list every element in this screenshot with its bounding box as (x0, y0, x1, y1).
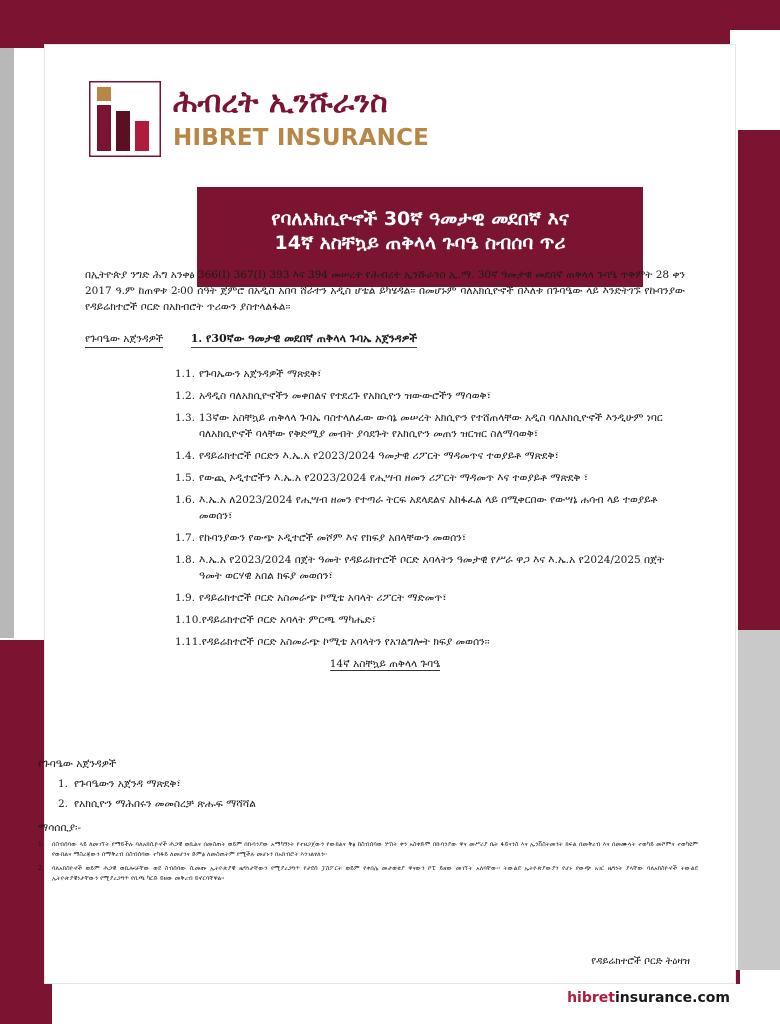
agenda-item-num: 1.8. (175, 554, 196, 566)
agenda-item-text: የዳይሬክተሮች ቦርድ አስመራጭ ኮሚቴ አባላት ሪፖርት ማድመጥ፣ (199, 592, 447, 604)
title-line-2: 14ኛ አስቸኳይ ጠቅላላ ጉባዔ ስብሰባ ጥሪ (274, 232, 566, 254)
agenda-item (175, 492, 685, 524)
extra-agenda-item (58, 796, 698, 812)
logo-mark-icon (89, 81, 161, 157)
agenda-item (175, 448, 685, 464)
left-grey-shadow (0, 48, 14, 638)
title-line-1: የባለአክሲዮኖች 30ኛ ዓመታዊ መደበኛ እና (271, 208, 569, 230)
note-text: ባለአክስዮኖች ወይም ሕጋዊ ወኪሎቻቸው ወደ ስብሰባው ሲመጡ ኢትዮጵያዊ ዜግነታቸውን የሚያረጋግጥ የታደሰ ፓስፖርት ወይም የቀበሌ መታወቂያ ዋናውን ኮፒ ይዘው መገኘት አለባቸው፡፡ ትውልደ ኢትዮጵያውያን የሆኑ የውጭ አገር ዜግነት ያላቸው ባለአክስዮኖች ትውልደ ኢትዮጵያዊነታቸውን የሚያረጋግጥ የቢጫ ካርድ ይዘው መቅረብ ይኖርባቸዋል፡፡ (52, 865, 698, 882)
brand-name-amharic: ሕብረት ኢንሹራንስ (173, 85, 388, 120)
agenda-item-text: የውጪ ኦዲተሮችን እ.ኤ.አ የ2023/2024 የሒሣብ ዘመን ሪፖርት ማዳመጥ እና ተወያይቶ ማጽደቅ ፣ (199, 472, 589, 484)
extra-agenda-list (58, 776, 698, 812)
note-num: 1. (38, 841, 44, 848)
agenda-item-num: 1.6. (175, 494, 196, 506)
main-agenda-item (191, 331, 417, 348)
extra-agenda-num: 1. (58, 778, 69, 790)
agenda-item (175, 366, 685, 382)
agenda-item (175, 530, 685, 546)
extraordinary-assembly-title (85, 656, 685, 672)
agenda-item (175, 612, 685, 628)
note-num: 2. (38, 865, 44, 872)
agenda-item (175, 634, 685, 650)
top-left-maroon-block (0, 0, 730, 48)
agenda-item-num: 1.2. (175, 390, 196, 402)
agenda-item-text: የዳይሬክተሮች ቦርድን እ.ኤ.አ የ2023/2024 ዓመታዊ ሪፖርት ማዳመጥና ተወያይቶ ማጽደቅ፣ (199, 450, 559, 462)
right-maroon-block (738, 130, 780, 630)
board-signature: የዳይሬክተሮች ቦርድ ትዕዛዝ (591, 956, 690, 967)
agenda-item-text: የኩባንያውን የውጭ ኦዲተሮች መሾም እና የክፍያ አበላቸውን መወሰን፣ (199, 532, 467, 544)
agenda-item-num: 1.10. (175, 614, 202, 626)
extra-agenda-text: የጉባዔውን አጀንዳ ማጽደቅ፣ (74, 778, 181, 790)
website-prefix: hibret (567, 990, 615, 1006)
extra-agenda-num: 2. (58, 798, 69, 810)
extra-agenda-text: የአክሲዮን ማሕበሩን መመስረቻ ጽሑፍ ማሻሻል (74, 798, 256, 810)
agenda-item-text: የጉባኤውን አጀንዳዎች ማጽደቅ፣ (199, 368, 322, 380)
agenda-item-text: እ.ኤ.አ ለ2023/2024 የሒሣብ ዘመን የተጣራ ትርፍ አደላደልና አከፋፈል ላይ በሚቀርበው የውሣኔ ሐሳብ ላይ ተወያይቶ መወሰን፣ (199, 494, 658, 522)
top-right-maroon-block (730, 0, 780, 30)
company-logo (89, 81, 430, 161)
agenda-item-text: አዳዲስ ባለአክሲዮኖችን መቀበልና የተደረጉ የአክሲዮን ዝውውሮችን ማሳወቅ፣ (199, 390, 491, 402)
note-text: በስብሰባው ላይ ለመገኘት የማይችሉ ባለአክሲዮኖች ሕጋዊ ወኪልና በመስጠት ወይም በኩባንያው አማካኝነት የተዘጋጀውን የውክልና ቅፅ ከስብሰባው ሦስት ቀን አስቀድሞ በኩባንያው ዋና መሥሪያ ቤት ፋይናንስ እና ኢንቨስትመንት ክፍል በመቅረብ እና በመሙላት ተወካይ መሾምና ተወካዩም የውክልና ማስረጃውን በማቅረብ በስብሰባው ተካፋይ ለመሆንና ድምፅ ለመስጠትም የሚችሉ መሆኑን በአክብሮት እንገልፃለን፡፡ (52, 841, 698, 858)
agenda-item (175, 388, 685, 404)
agenda-item (175, 590, 685, 606)
notes-heading: ማሳሰቢያ፡- (38, 822, 82, 834)
agenda-item-text: የዳይሬክተሮች ቦርድ አስመራጭ ኮሚቴ አባላትን የአገልግሎት ክፍያ መወሰን፡፡ (201, 636, 490, 648)
brand-name-english: HIBRET INSURANCE (173, 125, 430, 151)
agenda-item-text: የዳይሬክተሮች ቦርድ አባላት ምርጫ ማካሔድ፣ (201, 614, 376, 626)
agenda-item (175, 470, 685, 486)
intro-paragraph: በኢትዮጵያ ንግድ ሕግ አንቀፅ 366(I) 367(I) 393 እና 394 መሠረት የሕብረት ኢንሹራንስ ኢ.ማ. 30ኛ ዓመታዊ መደበኛ ጠቅላላ ጉባዔ ጥቅምት 28 ቀን 2017 ዓ.ም ከጠዋቱ 2፡00 ሰዓት ጀምሮ በአዲስ አበባ ሸራተን አዲስ ሆቴል ይካሄዳል፡፡ በመሆኑም ባለአክሲዮኖች በእለቱ በጉባዔው ላይ እንድትገኙ የኩባንያው የዳይሬክተሮች ቦርድ በአክብሮት ጥሪውን ያስተላልፋል፡፡ (85, 269, 685, 313)
agenda-item-num: 1.1. (175, 368, 196, 380)
extra-agenda-item (58, 776, 698, 792)
extra-agenda-heading: የጉባዔው አጀንዳዎች (38, 758, 117, 770)
agenda-item-num: 1.11. (175, 636, 202, 648)
agenda-item-num: 1.3. (175, 412, 196, 424)
notice-body (85, 267, 685, 672)
agenda-item-text: እ.ኤ.አ የ2023/2024 በጀት ዓመት የዳይሬክተሮች ቦርድ አባላትን ዓመታዊ የሥራ ዋጋ እና እ.ኤ.አ የ2024/2025 በጀት ዓመት ወርሃዊ አበል ክፍያ መወሰን፣ (199, 554, 665, 582)
main-agenda-label: የ30ኛው ዓመታዊ መደበኛ ጠቅላላ ጉባኤ አጀንዳዎች (206, 332, 418, 345)
website-rest: insurance.com (614, 990, 730, 1006)
main-agenda-num: 1. (190, 332, 203, 345)
agenda-item-num: 1.5. (175, 472, 196, 484)
extraordinary-assembly-title-text: 14ኛ አስቸኳይ ጠቅላላ ጉባዔ (329, 658, 441, 670)
notes-list (38, 840, 698, 884)
agenda-heading: የጉባዔው አጀንዳዎች (85, 331, 163, 348)
note-item (38, 864, 698, 884)
agenda-item-text: 13ኛው አስቸኳይ ጠቅላላ ጉባኤ ባስተላለፈው ውሳኔ መሠረት አክሲዮን የተሸጠላቸው አዲስ ባለአክሲዮኖች እንዲሁም ነባር ባለአክሲዮኖች ባላቸው የቅድሚያ መብት ያሳደጉት የአክሲዮን መጠን ዝርዝር ስለማሳወቅ፣ (199, 412, 663, 440)
agenda-item-num: 1.7. (175, 532, 196, 544)
agenda-list (175, 366, 685, 650)
agenda-item (175, 552, 685, 584)
note-item (38, 840, 698, 860)
extraordinary-section (38, 756, 698, 888)
agenda-item-num: 1.4. (175, 450, 196, 462)
website-link[interactable] (567, 990, 730, 1006)
agenda-item (175, 410, 685, 442)
right-grey-shadow (738, 630, 780, 970)
agenda-item-num: 1.9. (175, 592, 196, 604)
